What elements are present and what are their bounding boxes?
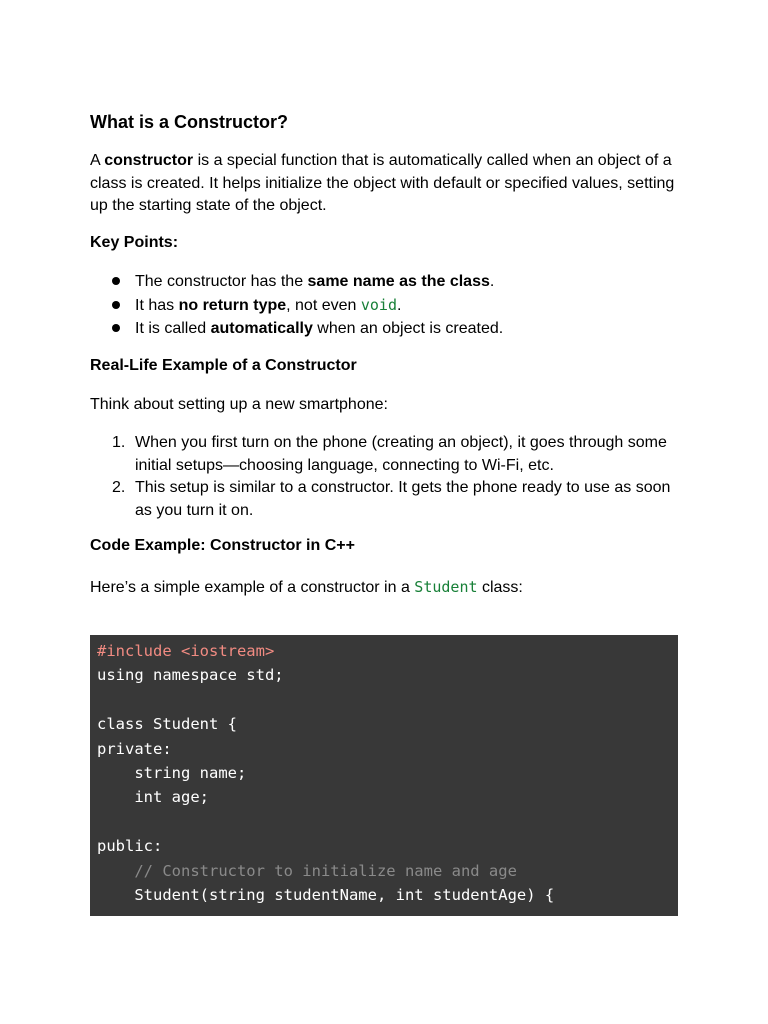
item-bold: same name as the class [307,273,490,290]
code-line: int age; [97,788,209,807]
bullet-icon [112,324,120,332]
list-item [90,317,680,341]
key-points-list [90,270,680,341]
bullet-icon [112,277,120,285]
intro-rest: is a special function that is automatically called when an object of a class is created. It helps initialize the object with default or specified values, setting up the starting state of the object. [90,152,675,214]
real-life-intro: Think about setting up a new smartphone: [90,396,388,413]
code-line: using namespace std; [97,666,284,685]
step-number: 1. [112,434,126,451]
page-title: What is a Constructor? [90,112,289,132]
inline-code: void [360,295,397,314]
key-points-heading: Key Points: [90,234,179,251]
code-content [90,635,678,907]
list-item [90,432,680,477]
step-number: 2. [112,479,126,496]
code-block [90,635,678,916]
item-text: The constructor has the [135,273,308,290]
code-line: private: [97,739,172,758]
item-text: when an object is created. [312,320,504,337]
item-bold: automatically [210,320,313,337]
item-bold: no return type [178,296,287,314]
code-line: Student(string studentName, int studentAge) { [97,886,555,905]
code-line: #include <iostream> [97,642,275,660]
list-item [90,270,680,294]
intro-prefix: A [90,152,105,169]
intro-text: class: [477,579,523,596]
code-line: string name; [97,764,247,783]
item-text: It has [135,296,179,314]
intro-paragraph [90,150,680,218]
code-example-intro [90,576,523,600]
item-text: , not even [286,296,361,314]
item-text: . [396,296,402,314]
intro-bold-term: constructor [104,152,194,169]
inline-code: Student [414,578,478,596]
code-line: // Constructor to initialize name and age [97,861,517,880]
item-text: . [489,273,495,290]
intro-text: Here’s a simple example of a constructor in a [90,579,415,596]
code-line: public: [97,837,163,856]
step-text: This setup is similar to a constructor. It gets the phone ready to use as soon as you turn it on. [135,479,671,519]
real-life-heading: Real-Life Example of a Constructor [90,357,357,374]
code-line: class Student { [97,715,237,734]
item-text: It is called [135,320,211,337]
bullet-icon [112,301,120,309]
code-example-heading: Code Example: Constructor in C++ [90,537,355,554]
steps-list [90,432,680,522]
list-item [90,477,680,522]
step-text: When you first turn on the phone (creating an object), it goes through some initial setups—choosing language, connecting to Wi-Fi, etc. [135,434,667,474]
list-item [90,294,680,318]
